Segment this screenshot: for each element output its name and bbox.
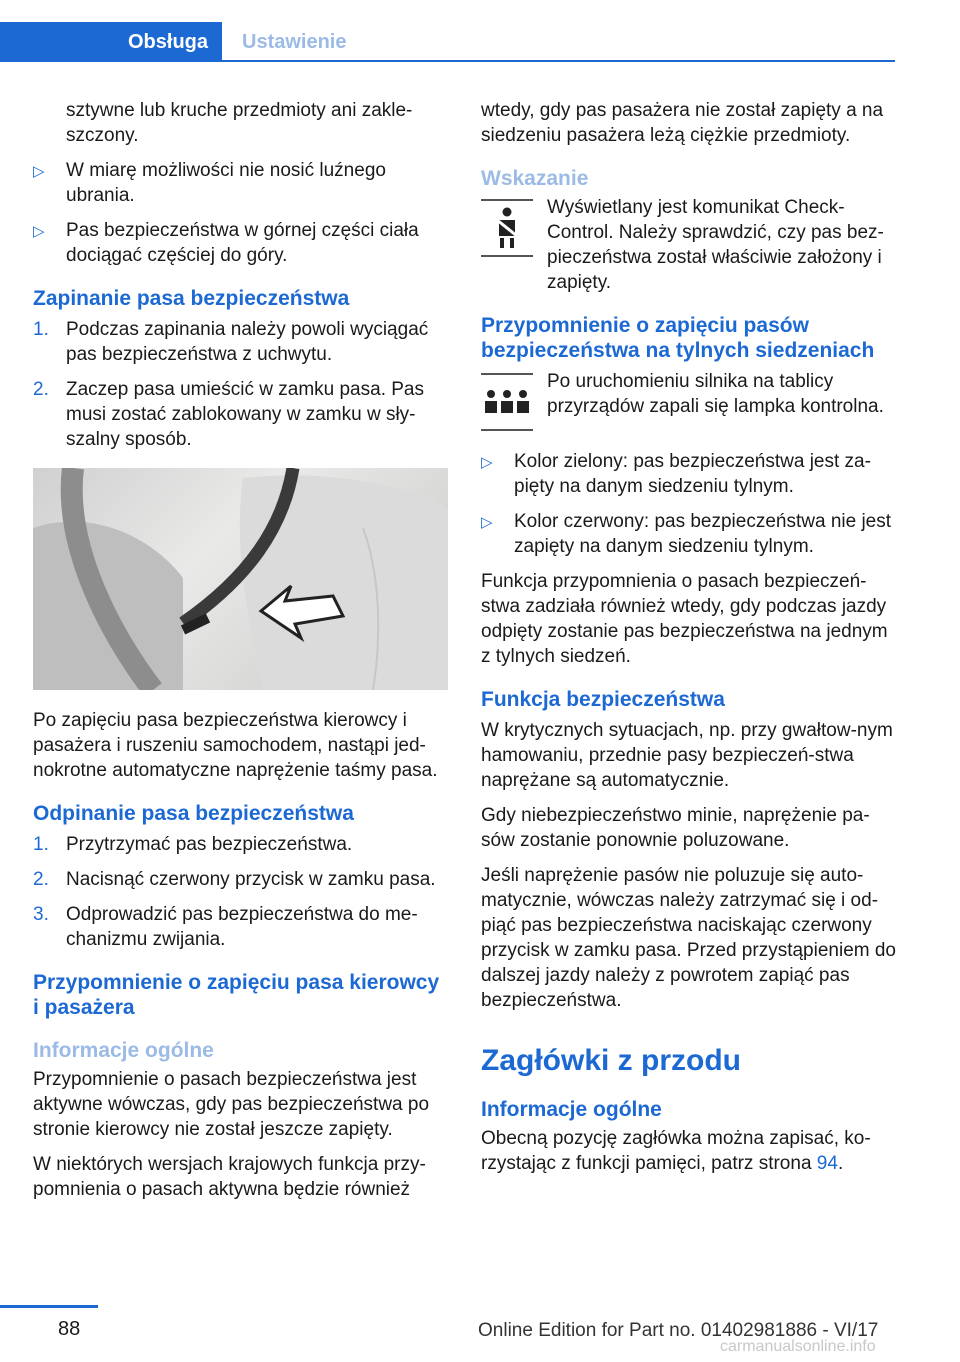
heading-reminder: Przypomnienie o zapięciu pasa kierowcy i pasażera	[33, 971, 440, 1019]
heading-safety: Funkcja bezpieczeństwa	[481, 688, 725, 711]
continuation-paragraph: wtedy, gdy pas pasażera nie został zapięty a na siedzeniu pasażera leżą ciężkie przedmioty.	[481, 100, 884, 146]
edition-text: Online Edition for Part no. 01402981886 - VI/17	[478, 1320, 879, 1341]
page-link[interactable]: 94	[816, 1153, 838, 1174]
heading-general: Informacje ogólne	[33, 1039, 214, 1062]
heading-hint: Wskazanie	[481, 167, 589, 190]
list-item: ▷ W miarę możliwości nie nosić luźnego ubrania.	[33, 160, 386, 206]
memory-paragraph: Obecną pozycję zagłówka można zapisać, ko-rzystając z funkcji pamięci, patrz strona 94.	[481, 1128, 871, 1174]
seatbelt-warning-icon	[481, 199, 533, 257]
hint-text: Wyświetlany jest komunikat Check-Control. Należy sprawdzić, czy pas bez-pieczeństwa został właściwie założony i zapięty.	[547, 197, 884, 293]
step-item: 3. Odprowadzić pas bezpieczeństwa do me-chanizmu zwijania.	[33, 904, 418, 950]
rear-seat-occupants-icon	[481, 373, 533, 431]
heading-unfasten: Odpinanie pasa bezpieczeństwa	[33, 802, 354, 825]
bullet-marker: ▷	[33, 163, 45, 180]
bullet-marker: ▷	[481, 454, 493, 471]
right-column	[481, 98, 896, 1186]
heading-general-2: Informacje ogólne	[481, 1098, 662, 1121]
safety-paragraph-2: Gdy niebezpieczeństwo minie, naprężenie pa-sów zostanie ponownie poluzowane.	[481, 805, 870, 851]
list-item: ▷ Kolor zielony: pas bezpieczeństwa jest za-pięty na danym siedzeniu tylnym.	[481, 451, 871, 497]
tab-ustawienie[interactable]: Ustawienie	[242, 31, 347, 53]
footer-rule	[0, 1305, 98, 1308]
step-item: 2. Zaczep pasa umieścić w zamku pasa. Pas musi zostać zablokowany w zamku w sły-szalny sposób.	[33, 379, 424, 450]
safety-paragraph-3: Jeśli naprężenie pasów nie poluzuje się auto-matycznie, wówczas należy zatrzymać się i od-piąć pas bezpieczeństwa naciskając czerwony przycisk w zamku pasa. Przed przystąpieniem do dalszej jazdy należy z powrotem zapiąć pas bezpieczeństwa.	[481, 865, 896, 1011]
left-column	[33, 98, 448, 1212]
page-number: 88	[58, 1318, 81, 1340]
step-item: 2. Nacisnąć czerwony przycisk w zamku pasa.	[33, 869, 436, 890]
heading-headrests: Zagłówki z przodu	[481, 1044, 741, 1077]
step-item: 1. Przytrzymać pas bezpieczeństwa.	[33, 834, 353, 855]
hint-block	[481, 195, 896, 295]
rear-text: Po uruchomieniu silnika na tablicy przyrządów zapali się lampka kontrolna.	[547, 371, 884, 417]
heading-fasten: Zapinanie pasa bezpieczeństwa	[33, 287, 350, 310]
header-tabs	[0, 22, 895, 62]
header-rule	[222, 60, 895, 62]
intro-continuation: sztywne lub kruche przedmioty ani zakle-szczony.	[66, 100, 413, 146]
general-paragraph-2: W niektórych wersjach krajowych funkcja przy-pomnienia o pasach aktywna będzie również	[33, 1154, 426, 1200]
watermark: carmanualsonline.info	[720, 1338, 876, 1355]
list-item: ▷ Kolor czerwony: pas bezpieczeństwa nie jest zapięty na danym siedzeniu tylnym.	[481, 511, 892, 557]
tab-obsluga[interactable]: Obsługa	[0, 22, 222, 62]
tension-paragraph: Po zapięciu pasa bezpieczeństwa kierowcy i pasażera i ruszeniu samochodem, nastąpi jed-nokrotne automatyczne naprężenie taśmy pasa.	[33, 710, 438, 781]
function-paragraph: Funkcja przypomnienia o pasach bezpieczeń-stwa zadziała również wtedy, gdy podczas jazdy odpięty zostanie pas bezpieczeństwa na jednym z tylnych siedzeń.	[481, 571, 888, 667]
rear-block	[481, 369, 896, 449]
list-item: ▷ Pas bezpieczeństwa w górnej części ciała dociągać częściej do góry.	[33, 220, 419, 266]
seat-illustration	[33, 468, 448, 690]
step-item: 1. Podczas zapinania należy powoli wyciągać pas bezpieczeństwa z uchwytu.	[33, 319, 429, 365]
bullet-marker: ▷	[33, 223, 45, 240]
general-paragraph-1: Przypomnienie o pasach bezpieczeństwa jest aktywne wówczas, gdy pas bezpieczeństwa po stronie kierowcy nie został jeszcze zapięty.	[33, 1069, 430, 1140]
bullet-marker: ▷	[481, 514, 493, 531]
safety-paragraph-1: W krytycznych sytuacjach, np. przy gwałtow-nym hamowaniu, przednie pasy bezpieczeń-stwa naprężane są automatycznie.	[481, 720, 893, 791]
heading-rear-reminder: Przypomnienie o zapięciu pasów bezpieczeństwa na tylnych siedzeniach	[481, 314, 875, 362]
seatbelt-buckle-photo	[33, 468, 448, 690]
